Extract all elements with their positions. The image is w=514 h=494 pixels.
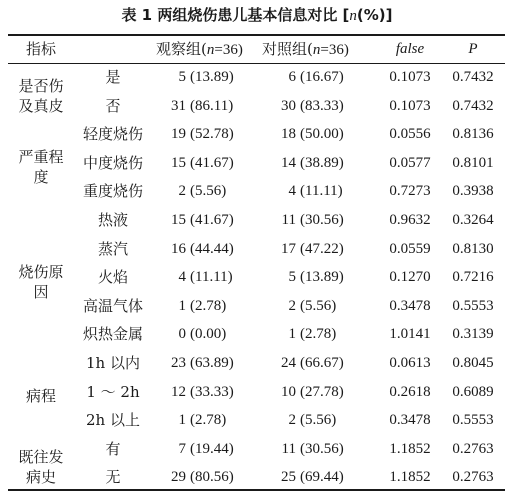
p-cell: 0.5553 [452, 297, 494, 314]
row-sub-label: 无 [105, 468, 121, 487]
observe-cell [158, 153, 264, 173]
caption-prefix: 表 1 两组烧伤患儿基本信息对比 [ [121, 6, 350, 24]
observe-cell [158, 353, 264, 373]
header-p: P [468, 41, 478, 57]
stat-cell: 0.9632 [389, 212, 431, 228]
row-sub-label: 火焰 [97, 268, 128, 287]
row-sub-label: 1h 以内 [86, 354, 140, 372]
observe-cell [158, 324, 264, 344]
observe-cell-count: 29 [171, 469, 186, 486]
stat-cell: 0.1073 [389, 69, 431, 85]
observe-cell-count: 15 [171, 154, 186, 171]
control-cell [268, 96, 374, 116]
row-sub-label: 轻度烧伤 [82, 125, 143, 144]
control-cell [268, 67, 374, 87]
p-cell: 0.3264 [452, 212, 494, 228]
observe-cell-count: 4 [178, 269, 186, 286]
header-observe-tail: =36) [214, 42, 243, 58]
stat-cell: 0.1270 [389, 269, 431, 286]
observe-cell [158, 296, 264, 316]
stat-cell: 0.0556 [389, 126, 431, 143]
group-label: 病程 [25, 386, 56, 405]
control-cell-percent: (11.11) [300, 183, 343, 200]
observe-cell-count: 31 [171, 97, 186, 114]
group-label: 度 [33, 168, 49, 187]
p-cell: 0.2763 [452, 469, 494, 486]
observe-cell [158, 181, 264, 201]
header-observe-label: 观察组( [156, 40, 207, 58]
observe-cell-count: 19 [171, 126, 186, 143]
control-cell-count: 25 [281, 469, 296, 486]
control-cell [268, 239, 374, 259]
control-cell [268, 467, 374, 487]
observe-cell-percent: (41.67) [190, 212, 234, 228]
observe-cell-percent: (41.67) [190, 154, 234, 171]
observe-cell-count: 1 [178, 297, 186, 314]
observe-cell-count: 23 [171, 355, 186, 371]
p-cell: 0.2763 [452, 440, 494, 457]
p-cell: 0.8045 [452, 355, 494, 371]
p-cell: 0.8130 [452, 240, 494, 257]
stat-cell: 1.1852 [389, 440, 431, 457]
observe-cell-percent: (5.56) [190, 183, 227, 200]
control-cell [268, 124, 374, 144]
row-sub-label: 中度烧伤 [82, 153, 143, 172]
observe-cell [158, 382, 264, 402]
control-cell-count: 10 [281, 383, 296, 400]
header-control [262, 39, 349, 60]
stat-cell: 0.0577 [389, 154, 431, 171]
p-cell: 0.3139 [452, 326, 494, 343]
control-cell-count: 1 [288, 326, 296, 343]
control-cell-count: 11 [281, 212, 296, 228]
observe-cell-percent: (0.00) [190, 326, 227, 343]
observe-cell-percent: (19.44) [190, 440, 234, 457]
group-label: 是否伤 [18, 76, 64, 95]
stat-cell: 0.3478 [389, 412, 431, 429]
header-observe-n: n [206, 42, 215, 58]
observe-cell [158, 67, 264, 87]
control-cell-percent: (30.56) [300, 212, 344, 228]
observe-cell [158, 239, 264, 259]
p-cell: 0.5553 [452, 412, 494, 429]
p-cell: 0.8136 [452, 126, 494, 143]
control-cell-count: 6 [288, 69, 296, 85]
observe-cell-percent: (11.11) [190, 269, 233, 286]
stat-cell: 1.1852 [389, 469, 431, 486]
control-cell-count: 17 [281, 240, 296, 257]
observe-cell-percent: (80.56) [190, 469, 234, 486]
control-cell-percent: (69.44) [300, 469, 344, 486]
observe-cell [158, 467, 264, 487]
observe-cell-percent: (33.33) [190, 383, 234, 400]
control-cell-percent: (38.89) [300, 154, 344, 171]
table-caption [0, 5, 514, 26]
observe-cell-percent: (52.78) [190, 126, 234, 143]
control-cell-percent: (50.00) [300, 126, 344, 143]
control-cell-percent: (5.56) [300, 297, 337, 314]
control-cell-percent: (83.33) [300, 97, 344, 114]
observe-cell-count: 1 [178, 412, 186, 429]
p-cell: 0.7216 [452, 269, 494, 286]
observe-cell-count: 0 [178, 326, 186, 343]
row-sub-label: 高温气体 [82, 296, 143, 315]
control-cell [268, 324, 374, 344]
control-cell-percent: (13.89) [300, 269, 344, 286]
caption-suffix: (%)] [356, 6, 393, 24]
row-sub-label: 炽热金属 [82, 325, 143, 344]
stat-cell: 0.1073 [389, 97, 431, 114]
group-label: 烧伤原 [18, 262, 64, 281]
header-observe [156, 39, 243, 60]
observe-cell-count: 16 [171, 240, 186, 257]
observe-cell [158, 96, 264, 116]
stat-cell: 0.7273 [389, 183, 431, 200]
stat-cell: 1.0141 [389, 326, 431, 343]
header-control-n: n [312, 42, 321, 58]
group-label: 严重程 [18, 148, 64, 167]
row-sub-label: 重度烧伤 [82, 182, 143, 201]
control-cell-count: 2 [288, 412, 296, 429]
stat-cell: 0.3478 [389, 297, 431, 314]
observe-cell [158, 267, 264, 287]
control-cell-count: 18 [281, 126, 296, 143]
row-sub-label: 是 [105, 68, 121, 86]
header-control-tail: =36) [320, 42, 349, 58]
row-sub-label: 1 ～ 2h [86, 382, 140, 401]
stat-cell: 0.0559 [389, 240, 431, 257]
top-rule [8, 34, 505, 36]
header-control-label: 对照组( [262, 40, 313, 58]
header-index: 指标 [25, 40, 56, 58]
row-sub-label: 蒸汽 [97, 239, 128, 258]
control-cell-count: 2 [288, 297, 296, 314]
control-cell [268, 181, 374, 201]
observe-cell-percent: (63.89) [190, 355, 234, 371]
stat-cell: 0.2618 [389, 383, 431, 400]
control-cell-percent: (66.67) [300, 355, 344, 371]
stat-cell: 0.0613 [389, 355, 431, 371]
header-rule [8, 63, 505, 64]
control-cell [268, 439, 374, 459]
control-cell-percent: (5.56) [300, 412, 337, 429]
control-cell-count: 11 [281, 440, 296, 457]
observe-cell [158, 410, 264, 430]
p-cell: 0.6089 [452, 383, 494, 400]
row-sub-label: 否 [105, 96, 121, 115]
control-cell-count: 4 [288, 183, 296, 200]
header-stat: false [395, 41, 425, 57]
control-cell-percent: (2.78) [300, 326, 337, 343]
bottom-rule [8, 489, 505, 491]
observe-cell-percent: (13.89) [190, 69, 234, 85]
control-cell-percent: (47.22) [300, 240, 344, 257]
p-cell: 0.7432 [452, 97, 494, 114]
observe-cell-percent: (2.78) [190, 412, 227, 429]
row-sub-label: 2h 以上 [86, 411, 140, 430]
control-cell-count: 30 [281, 97, 296, 114]
observe-cell [158, 439, 264, 459]
observe-cell-count: 2 [178, 183, 186, 200]
observe-cell [158, 124, 264, 144]
observe-cell-percent: (44.44) [190, 240, 234, 257]
control-cell [268, 153, 374, 173]
observe-cell-percent: (86.11) [190, 97, 234, 114]
group-label: 因 [33, 282, 49, 301]
observe-cell [158, 210, 264, 230]
p-cell: 0.7432 [452, 69, 494, 85]
control-cell [268, 410, 374, 430]
group-label: 既往发 [18, 448, 64, 467]
group-label: 病史 [25, 468, 56, 487]
control-cell [268, 353, 374, 373]
observe-cell-count: 12 [171, 383, 186, 400]
control-cell [268, 382, 374, 402]
control-cell-count: 24 [281, 355, 296, 371]
observe-cell-count: 5 [178, 69, 186, 85]
observe-cell-count: 15 [171, 212, 186, 228]
control-cell-percent: (27.78) [300, 383, 344, 400]
caption-n: n [349, 8, 357, 24]
control-cell-count: 14 [281, 154, 296, 171]
p-cell: 0.3938 [452, 183, 494, 200]
control-cell-percent: (16.67) [300, 69, 344, 85]
control-cell-percent: (30.56) [300, 440, 344, 457]
control-cell [268, 296, 374, 316]
group-label: 及真皮 [18, 96, 64, 115]
control-cell [268, 267, 374, 287]
control-cell [268, 210, 374, 230]
row-sub-label: 有 [105, 439, 121, 458]
observe-cell-count: 7 [178, 440, 186, 457]
p-cell: 0.8101 [452, 154, 494, 171]
observe-cell-percent: (2.78) [190, 297, 227, 314]
control-cell-count: 5 [288, 269, 296, 286]
row-sub-label: 热液 [97, 211, 128, 229]
